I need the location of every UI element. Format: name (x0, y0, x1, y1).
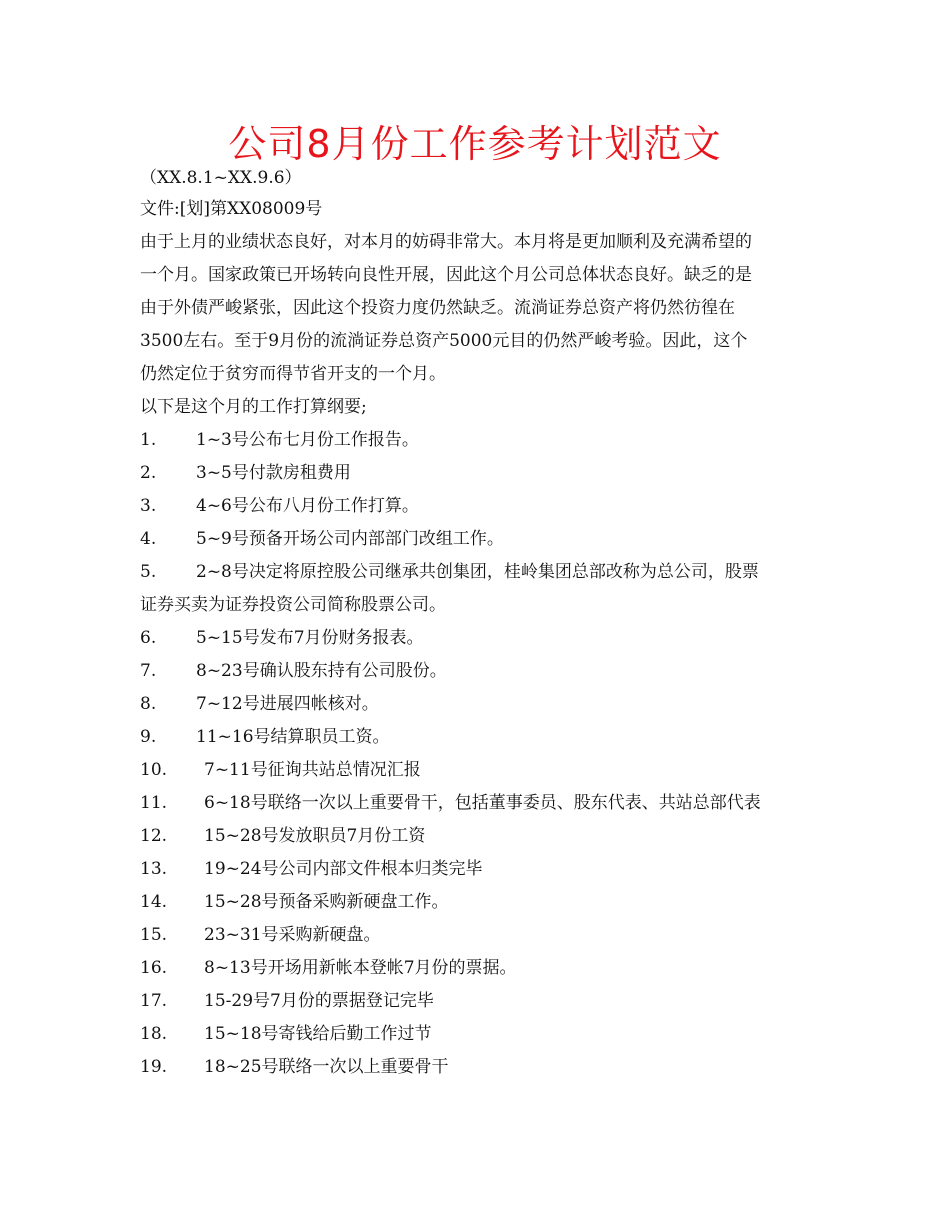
item-text: 11~16号结算职员工资。 (196, 727, 390, 747)
document-title: 公司8月份工作参考计划范文 (228, 122, 722, 166)
item-number: 10. (140, 760, 168, 780)
item-text: 4~6号公布八月份工作打算。 (196, 496, 419, 516)
list-item (140, 457, 812, 490)
item-number: 14. (140, 892, 168, 912)
list-item (140, 424, 812, 457)
list-item (140, 490, 812, 523)
item-number: 6. (140, 628, 157, 648)
item-text: 15-29号7月份的票据登记完毕 (204, 991, 434, 1011)
item-text: 2~8号决定将原控股公司继承共创集团，桂岭集团总部改称为总公司，股票 (196, 562, 759, 582)
item-number: 15. (140, 925, 168, 945)
list-item (140, 688, 812, 721)
item-text: 8~13号开场用新帐本登帐7月份的票据。 (204, 958, 517, 978)
list-item (140, 622, 812, 655)
item-text: 1~3号公布七月份工作报告。 (196, 430, 419, 450)
intro-paragraph (140, 226, 812, 391)
item-text: 8~23号确认股东持有公司股份。 (196, 661, 447, 681)
item-text: 5~15号发布7月份财务报表。 (196, 628, 424, 648)
list-item (140, 853, 812, 886)
item-text: 3~5号付款房租费用 (196, 463, 351, 483)
item-number: 9. (140, 727, 157, 747)
list-item (140, 1018, 812, 1051)
item-text: 5~9号预备开场公司内部部门改组工作。 (196, 529, 504, 549)
item-text: 7~11号征询共站总情况汇报 (204, 760, 421, 780)
list-item (140, 952, 812, 985)
paragraph-line: 3500左右。至于9月份的流淌证券总资产5000元目的仍然严峻考验。因此，这个 (140, 331, 748, 351)
item-number: 11. (140, 793, 168, 813)
list-item (140, 886, 812, 919)
document-body (140, 164, 812, 1084)
list-item (140, 556, 812, 622)
list-item (140, 787, 812, 820)
item-number: 1. (140, 430, 157, 450)
item-text: 23~31号采购新硬盘。 (204, 925, 381, 945)
item-text: 18~25号联络一次以上重要骨干 (204, 1057, 449, 1077)
list-item (140, 655, 812, 688)
item-text: 19~24号公司内部文件根本归类完毕 (204, 859, 483, 879)
plan-list (140, 424, 812, 1084)
plan-intro: 以下是这个月的工作打算纲要; (140, 397, 367, 417)
item-number: 13. (140, 859, 168, 879)
list-item (140, 820, 812, 853)
item-text: 6~18号联络一次以上重要骨干，包括董事委员、股东代表、共站总部代表 (204, 793, 761, 813)
item-number: 12. (140, 826, 168, 846)
item-number: 17. (140, 991, 168, 1011)
date-range: （XX.8.1~XX.9.6） (140, 168, 302, 188)
item-number: 18. (140, 1024, 168, 1044)
item-number: 2. (140, 463, 157, 483)
item-number: 3. (140, 496, 157, 516)
paragraph-line: 仍然定位于贫穷而得节省开支的一个月。 (140, 364, 446, 384)
list-item (140, 985, 812, 1018)
item-number: 5. (140, 562, 157, 582)
list-item (140, 1051, 812, 1084)
list-item (140, 523, 812, 556)
item-text: 7~12号进展四帐核对。 (196, 694, 379, 714)
item-number: 4. (140, 529, 157, 549)
item-number: 8. (140, 694, 157, 714)
item-text: 15~28号发放职员7月份工资 (204, 826, 426, 846)
item-number: 19. (140, 1057, 168, 1077)
item-number: 7. (140, 661, 157, 681)
list-item (140, 754, 812, 787)
list-item (140, 919, 812, 952)
item-text: 15~18号寄钱给后勤工作过节 (204, 1024, 432, 1044)
paragraph-line: 由于外债严峻紧张，因此这个投资力度仍然缺乏。流淌证券总资产将仍然彷徨在 (140, 298, 735, 318)
item-number: 16. (140, 958, 168, 978)
paragraph-line: 由于上月的业绩状态良好，对本月的妨碍非常大。本月将是更加顺利及充满希望的 (140, 232, 752, 252)
item-text-continued: 证券买卖为证券投资公司简称股票公司。 (140, 595, 446, 615)
paragraph-line: 一个月。国家政策已开场转向良性开展，因此这个月公司总体状态良好。缺乏的是 (140, 265, 752, 285)
list-item (140, 721, 812, 754)
item-text: 15~28号预备采购新硬盘工作。 (204, 892, 449, 912)
file-number: 文件:[划]第XX08009号 (140, 199, 323, 219)
